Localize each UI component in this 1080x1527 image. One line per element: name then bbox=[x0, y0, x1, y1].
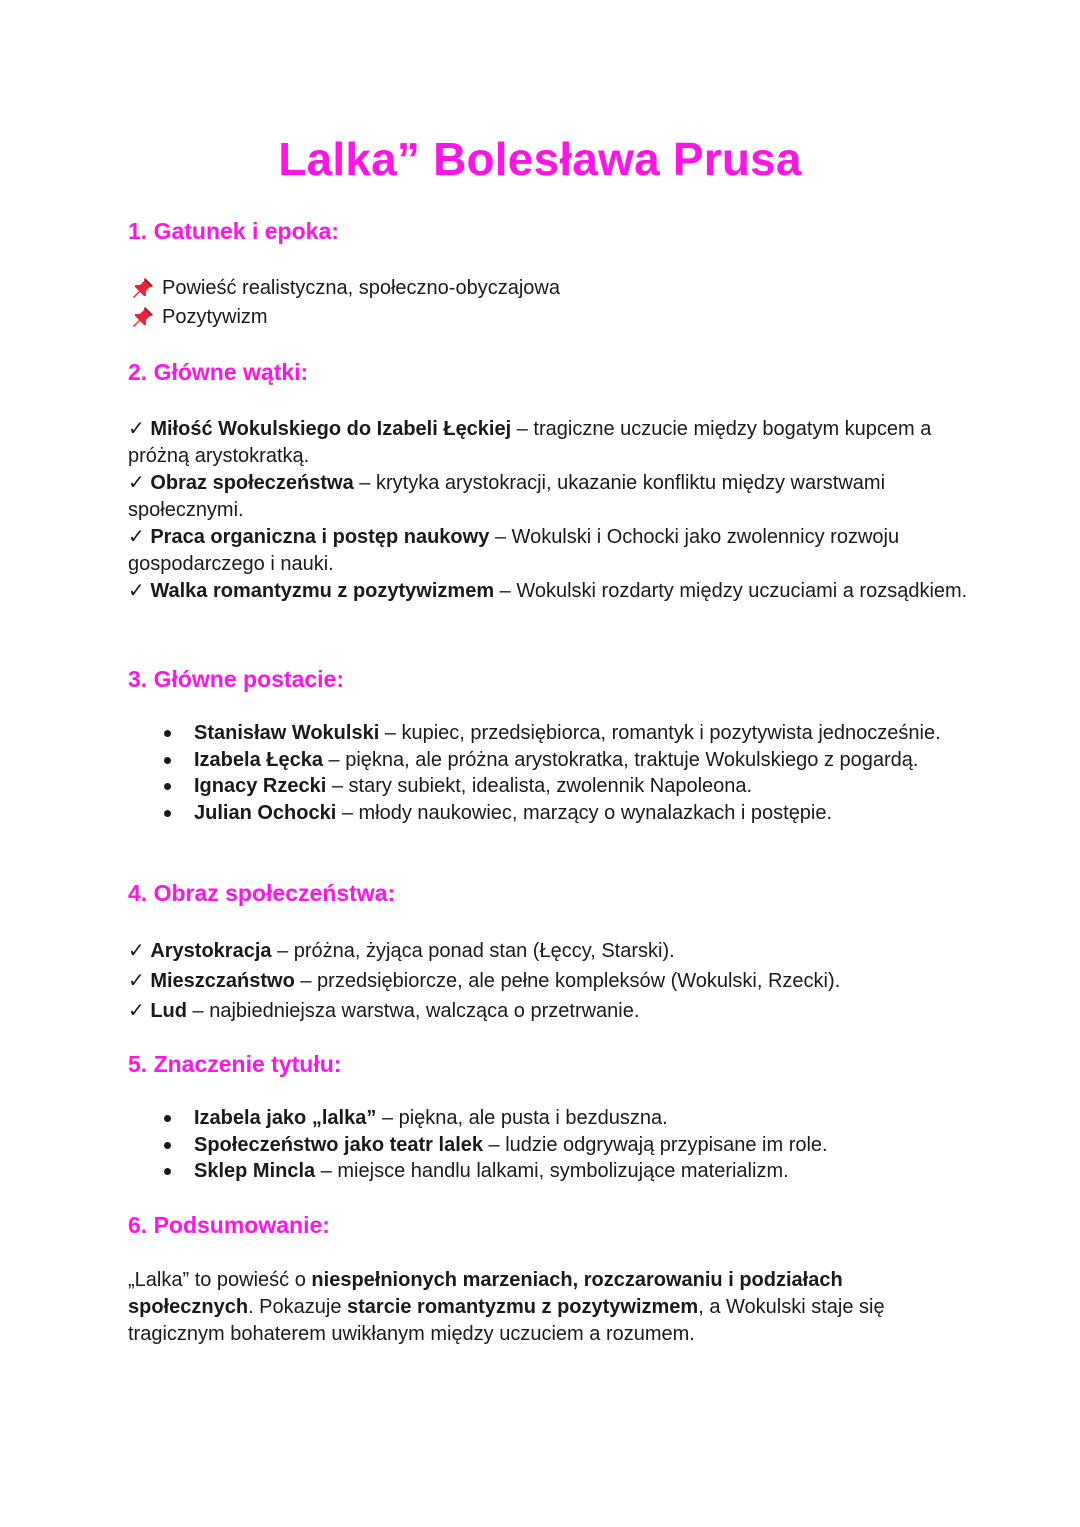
list-item: Izabela Łęcka – piękna, ale próżna arystokratka, traktuje Wokulskiego z pogardą. bbox=[128, 747, 988, 774]
bullet-icon bbox=[164, 1142, 171, 1149]
list-item: Julian Ochocki – młody naukowiec, marzący o wynalazkach i postępie. bbox=[128, 800, 988, 827]
checkmark-icon: ✓ bbox=[128, 1000, 145, 1022]
section-heading-title-meaning: 5. Znaczenie tytułu: bbox=[128, 1051, 342, 1077]
checkmark-icon: ✓ bbox=[128, 418, 145, 440]
list-item: Ignacy Rzecki – stary subiekt, idealista, zwolennik Napoleona. bbox=[128, 773, 988, 800]
section-heading-summary: 6. Podsumowanie: bbox=[128, 1212, 330, 1238]
bullet-icon bbox=[164, 783, 171, 790]
title-meaning-list bbox=[128, 1105, 988, 1185]
bullet-icon bbox=[164, 730, 171, 737]
bullet-icon bbox=[164, 1168, 171, 1175]
checkmark-icon: ✓ bbox=[128, 940, 145, 962]
genre-item bbox=[132, 274, 560, 302]
society-item: ✓ Lud – najbiedniejsza warstwa, walcząca o przetrwanie. bbox=[128, 1000, 640, 1022]
genre-item-text: Powieść realistyczna, społeczno-obyczajowa bbox=[162, 277, 560, 299]
checkmark-icon: ✓ bbox=[128, 970, 145, 992]
characters-list bbox=[128, 720, 988, 826]
epoch-item bbox=[132, 303, 268, 331]
page-title: Lalka” Bolesława Prusa bbox=[278, 133, 802, 185]
section-heading-genre: 1. Gatunek i epoka: bbox=[128, 218, 339, 244]
society-item: ✓ Arystokracja – próżna, żyjąca ponad stan (Łęccy, Starski). bbox=[128, 940, 675, 962]
summary-paragraph: „Lalka” to powieść o niespełnionych marzeniach, rozczarowaniu i podziałach społecznych. Pokazuje starcie romantyzmu z pozytywizmem, a Wokulski staje się tragicznym bohaterem uwikłanym między uczuciem a rozumem. bbox=[128, 1269, 885, 1345]
themes-list bbox=[128, 416, 968, 605]
list-item: Izabela jako „lalka” – piękna, ale pusta i bezduszna. bbox=[128, 1105, 988, 1132]
checkmark-icon: ✓ bbox=[128, 580, 145, 602]
theme-item: ✓ Miłość Wokulskiego do Izabeli Łęckiej – tragiczne uczucie między bogatym kupcem a próżną arystokratką. bbox=[128, 418, 932, 467]
bullet-icon bbox=[164, 757, 171, 764]
theme-item: ✓ Walka romantyzmu z pozytywizmem – Wokulski rozdarty między uczuciami a rozsądkiem. bbox=[128, 580, 968, 602]
bullet-icon bbox=[164, 1115, 171, 1122]
list-item: Społeczeństwo jako teatr lalek – ludzie odgrywają przypisane im role. bbox=[128, 1132, 988, 1159]
list-item: Sklep Mincla – miejsce handlu lalkami, symbolizujące materializm. bbox=[128, 1158, 988, 1185]
epoch-item-text: Pozytywizm bbox=[162, 306, 268, 328]
theme-item: ✓ Praca organiczna i postęp naukowy – Wokulski i Ochocki jako zwolennicy rozwoju gospodarczego i nauki. bbox=[128, 526, 900, 575]
bullet-icon bbox=[164, 810, 171, 817]
list-item: Stanisław Wokulski – kupiec, przedsiębiorca, romantyk i pozytywista jednocześnie. bbox=[128, 720, 988, 747]
section-heading-society: 4. Obraz społeczeństwa: bbox=[128, 880, 396, 906]
pushpin-icon bbox=[132, 277, 162, 299]
pushpin-icon bbox=[132, 306, 162, 328]
society-item: ✓ Mieszczaństwo – przedsiębiorcze, ale pełne kompleksów (Wokulski, Rzecki). bbox=[128, 970, 841, 992]
society-list bbox=[128, 936, 968, 1026]
checkmark-icon: ✓ bbox=[128, 526, 145, 548]
section-heading-characters: 3. Główne postacie: bbox=[128, 666, 344, 692]
section-heading-themes: 2. Główne wątki: bbox=[128, 359, 309, 385]
checkmark-icon: ✓ bbox=[128, 472, 145, 494]
theme-item: ✓ Obraz społeczeństwa – krytyka arystokracji, ukazanie konfliktu między warstwami społecznymi. bbox=[128, 472, 886, 521]
